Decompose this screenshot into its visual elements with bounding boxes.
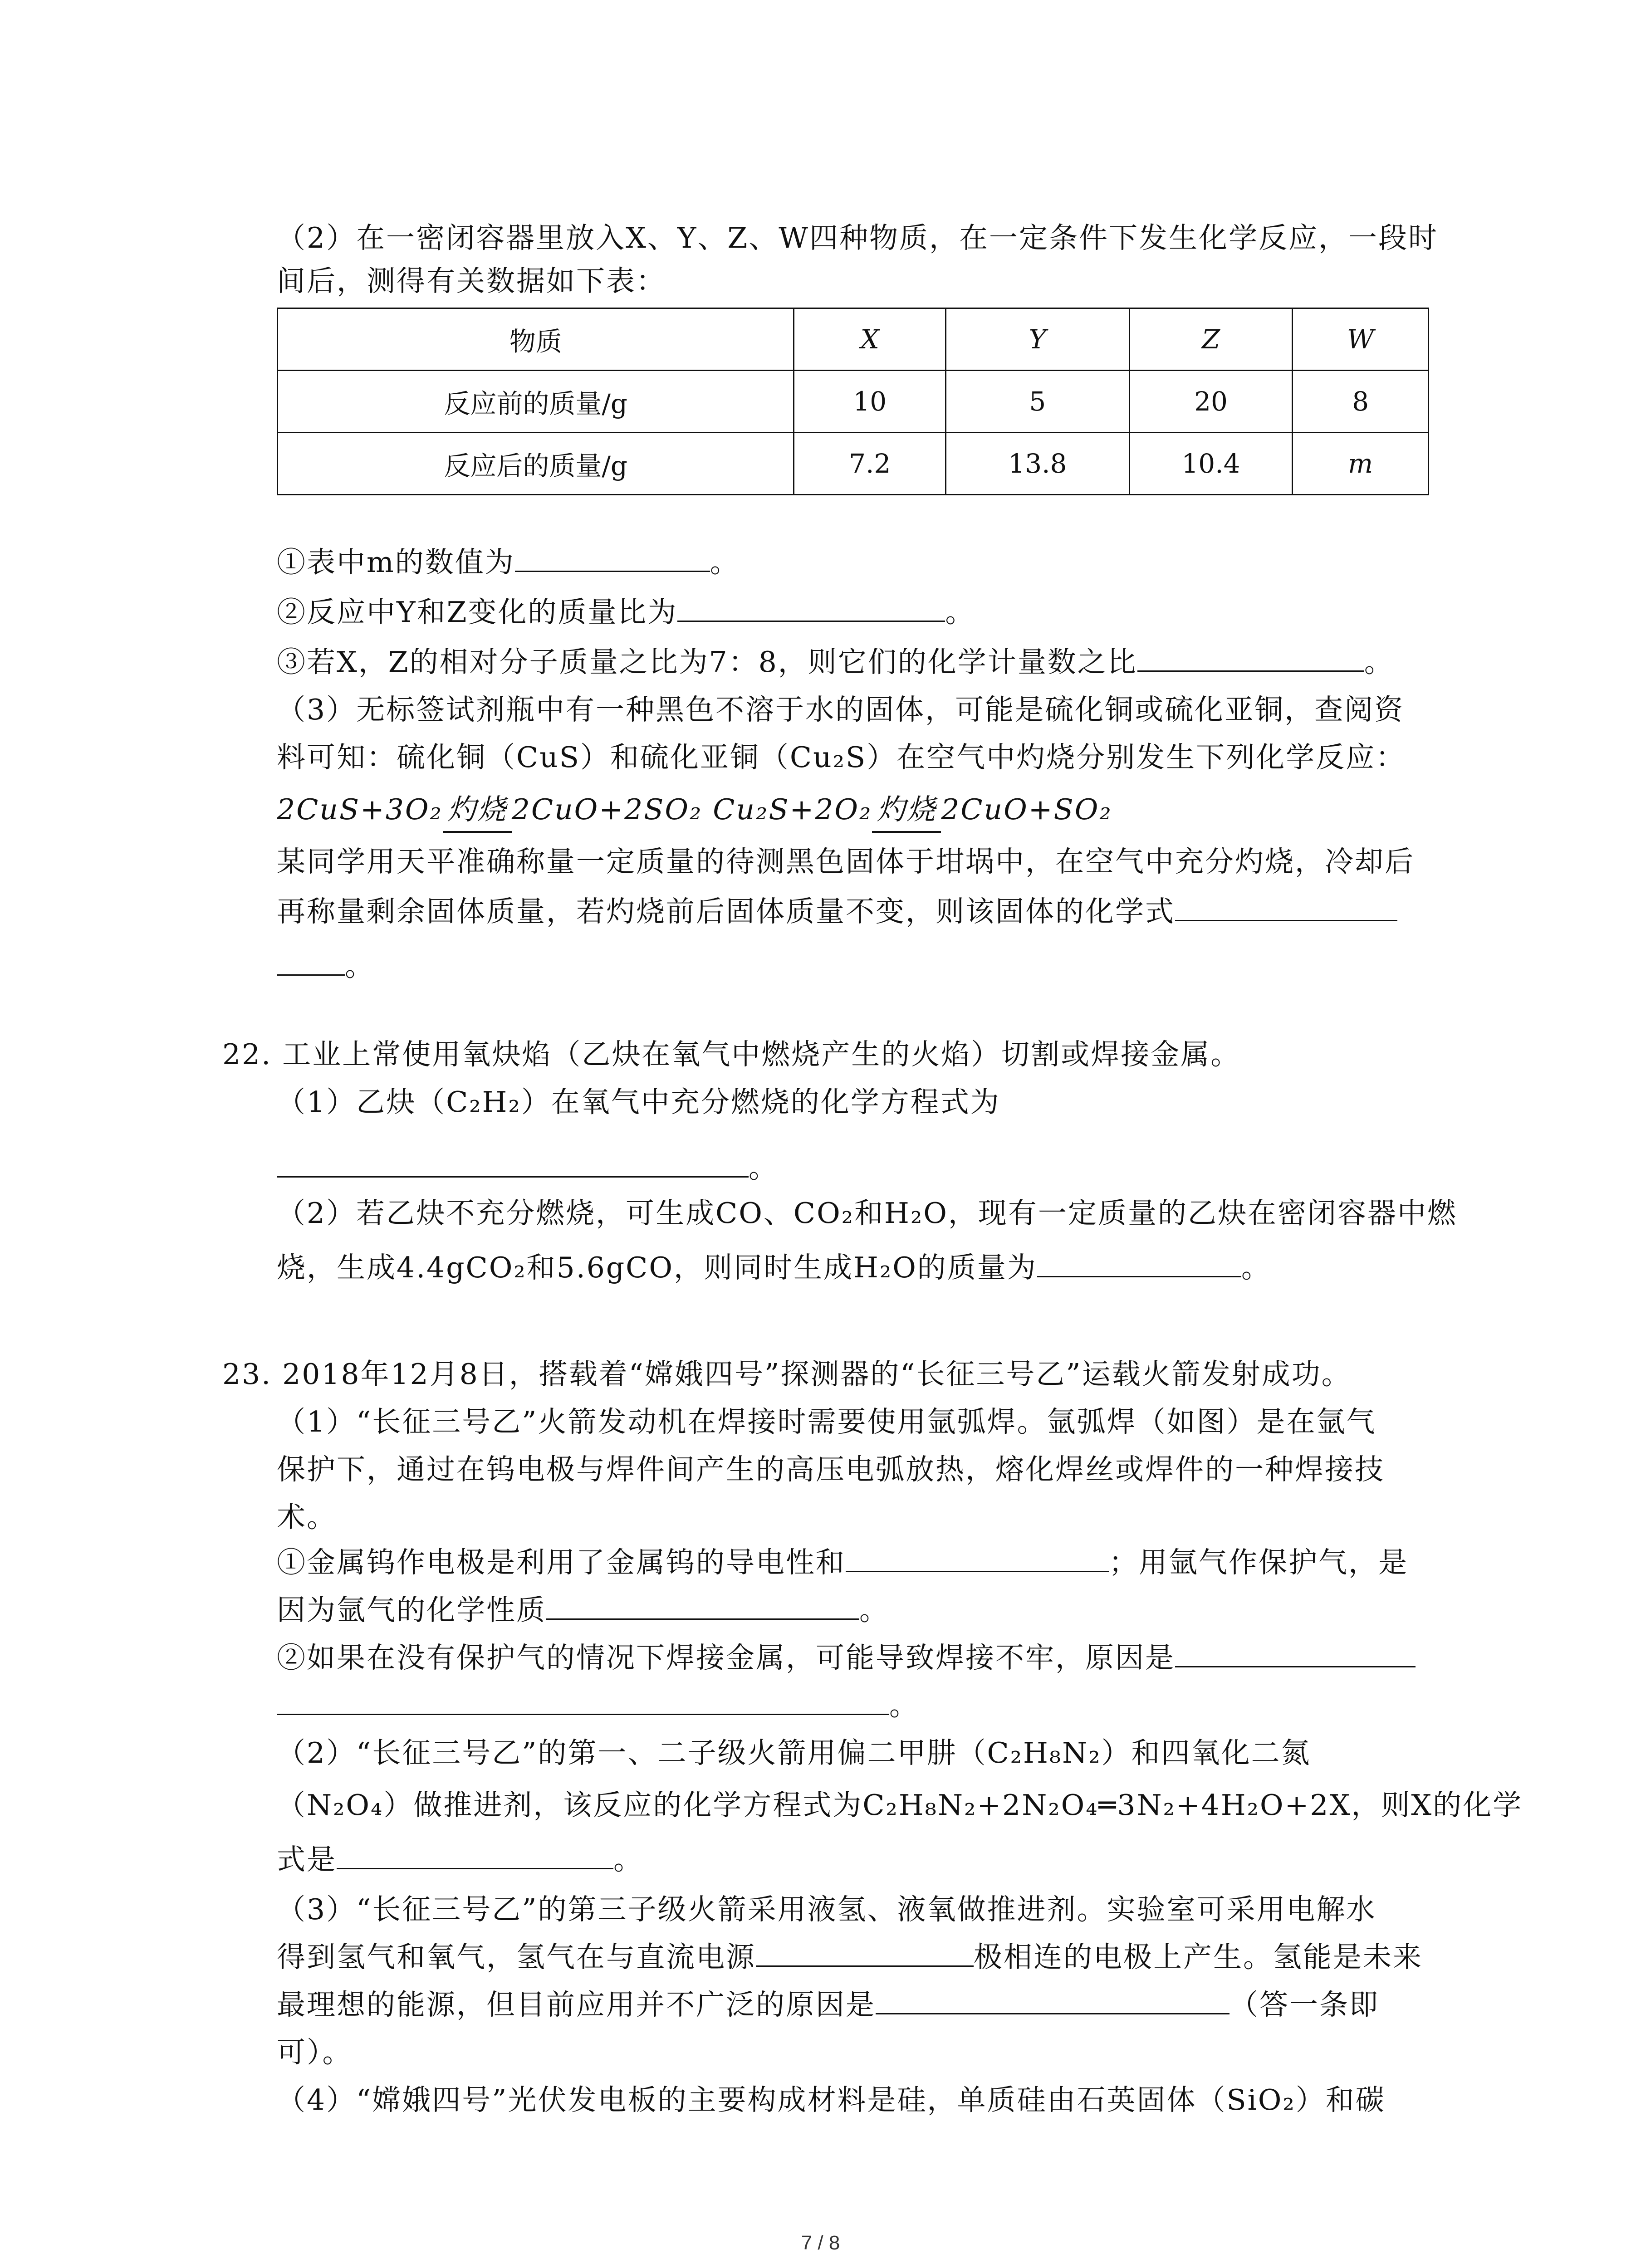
table-header-cell: Y xyxy=(946,308,1130,371)
answer-blank[interactable] xyxy=(756,1938,974,1967)
table-cell: 5 xyxy=(946,371,1130,433)
answer-blank[interactable] xyxy=(277,947,345,976)
q21-sub-a-text: ①表中m的数值为 xyxy=(277,546,515,579)
equation1-left: 2CuS+3O₂ xyxy=(277,793,443,826)
q21-sub-c xyxy=(277,642,1394,683)
q21-part3-line2: 料可知：硫化铜（CuS）和硫化亚铜（Cu₂S）在空气中灼烧分别发生下列化学反应： xyxy=(277,741,1406,774)
q23-part1b-text: ②如果在没有保护气的情况下焊接金属，可能导致焊接不牢，原因是 xyxy=(277,1641,1175,1674)
q22-part2-text: 烧，生成4.4gCO₂和5.6gCO，则同时生成H₂O的质量为 xyxy=(277,1251,1037,1284)
answer-blank[interactable] xyxy=(677,593,945,622)
q23-part3-line4: 可）。 xyxy=(277,2036,353,2069)
q21-sub-b-text: ②反应中Y和Z变化的质量比为 xyxy=(277,596,678,629)
q23-part3-line3 xyxy=(277,1984,1379,2025)
table-cell: 10.4 xyxy=(1129,433,1293,495)
table-row xyxy=(278,433,1429,495)
equation1-condition: 灼烧 xyxy=(443,789,512,830)
table-header-cell: Z xyxy=(1129,308,1293,371)
q23-stem: 23. 2018年12月8日，搭载着“嫦娥四号”探测器的“长征三号乙”运载火箭发射成功。 xyxy=(222,1358,1352,1391)
q22-part1-answer xyxy=(277,1148,779,1188)
q21-sub-c-end: 。 xyxy=(1364,645,1394,679)
answer-blank[interactable] xyxy=(277,1686,889,1715)
q23-part3-text1: 得到氢气和氧气，氢气在与直流电源 xyxy=(277,1941,756,1974)
q22-part2-line1: （2）若乙炔不充分燃烧，可生成CO、CO₂和H₂O，现有一定质量的乙炔在密闭容器中燃 xyxy=(277,1197,1457,1230)
q21-sub-b xyxy=(277,592,975,633)
answer-blank[interactable] xyxy=(1175,893,1397,921)
q21-part2-line2: 间后，测得有关数据如下表： xyxy=(277,264,666,298)
q23-part1-line3: 术。 xyxy=(277,1501,337,1534)
table-cell: 13.8 xyxy=(946,433,1130,495)
q23-part3-text4: （答一条即 xyxy=(1230,1988,1379,2021)
q23-part1-line2: 保护下，通过在钨电极与焊件间产生的高压电弧放热，熔化焊丝或焊件的一种焊接技 xyxy=(277,1453,1385,1486)
q23-part1a2-end: 。 xyxy=(859,1593,889,1627)
q23-part1a-line2 xyxy=(277,1590,889,1631)
q23-part1b-line1 xyxy=(277,1637,1416,1678)
answer-blank[interactable] xyxy=(876,1986,1230,2014)
answer-blank[interactable] xyxy=(846,1544,1109,1572)
q23-part2-end: 。 xyxy=(613,1843,643,1876)
q23-part3-line2 xyxy=(277,1937,1423,1978)
q21-part3-line4 xyxy=(277,891,1397,932)
table-cell: m xyxy=(1293,433,1429,495)
q21-part3-line4-text: 再称量剩余固体质量，若灼烧前后固体质量不变，则该固体的化学式 xyxy=(277,895,1175,928)
answer-blank[interactable] xyxy=(1037,1249,1241,1277)
table-cell: 反应前的质量/g xyxy=(278,371,794,433)
q23-part2-line1: （2）“长征三号乙”的第一、二子级火箭用偏二甲肼（C₂H₈N₂）和四氧化二氮 xyxy=(277,1736,1311,1769)
q22-stem: 22. 工业上常使用氧炔焰（乙炔在氧气中燃烧产生的火焰）切割或焊接金属。 xyxy=(222,1038,1241,1071)
q23-part3-text2: 极相连的电极上产生。氢能是未来 xyxy=(974,1941,1423,1974)
equation2-condition: 灼烧 xyxy=(872,789,941,830)
page-number: 7 / 8 xyxy=(801,2232,840,2254)
q22-part2-line2 xyxy=(277,1247,1271,1288)
answer-blank[interactable] xyxy=(546,1591,859,1620)
equation2-right: 2CuO+SO₂ xyxy=(941,793,1112,826)
q21-part3-end: 。 xyxy=(345,949,375,982)
q22-part1: （1）乙炔（C₂H₂）在氧气中充分燃烧的化学方程式为 xyxy=(277,1085,1000,1119)
table-cell: 8 xyxy=(1293,371,1429,433)
table-row xyxy=(278,371,1429,433)
mass-data-table xyxy=(277,308,1429,495)
q23-part2-line2: （N₂O₄）做推进剂，该反应的化学方程式为C₂H₈N₂+2N₂O₄═3N₂+4H₂O+2X，则X的化学 xyxy=(277,1789,1523,1822)
q22-part2-end: 。 xyxy=(1241,1251,1271,1284)
table-cell: 7.2 xyxy=(794,433,946,495)
equation2-left: Cu₂S+2O₂ xyxy=(713,793,872,826)
q23-part4-line1: （4）“嫦娥四号”光伏发电板的主要构成材料是硅，单质硅由石英固体（SiO₂）和碳 xyxy=(277,2083,1386,2116)
answer-blank[interactable] xyxy=(1137,643,1364,672)
q23-part1a-tail: ；用氩气作保护气，是 xyxy=(1109,1546,1408,1579)
q21-part3-line5 xyxy=(277,946,375,987)
table-header-cell: 物质 xyxy=(278,308,794,371)
q23-part3-line1: （3）“长征三号乙”的第三子级火箭采用液氢、液氧做推进剂。实验室可采用电解水 xyxy=(277,1893,1376,1926)
q21-sub-c-text: ③若X，Z的相对分子质量之比为7：8，则它们的化学计量数之比 xyxy=(277,645,1137,679)
q21-sub-a-end: 。 xyxy=(710,546,740,579)
table-header-cell: W xyxy=(1293,308,1429,371)
equation1-right: 2CuO+2SO₂ xyxy=(511,793,703,826)
table-header-row xyxy=(278,308,1429,371)
answer-blank[interactable] xyxy=(277,1149,749,1178)
answer-blank[interactable] xyxy=(337,1841,613,1869)
table-header-cell: X xyxy=(794,308,946,371)
answer-blank[interactable] xyxy=(1175,1639,1416,1667)
q21-sub-b-end: 。 xyxy=(945,596,975,629)
table-cell: 反应后的质量/g xyxy=(278,433,794,495)
q23-part1a-text: ①金属钨作电极是利用了金属钨的导电性和 xyxy=(277,1546,846,1579)
table-cell: 10 xyxy=(794,371,946,433)
table-cell: 20 xyxy=(1129,371,1293,433)
q23-part2-line3 xyxy=(277,1839,643,1880)
q23-part1-line1: （1）“长征三号乙”火箭发动机在焊接时需要使用氩弧焊。氩弧焊（如图）是在氩气 xyxy=(277,1405,1376,1438)
reaction-equations xyxy=(277,789,1112,830)
q21-sub-a xyxy=(277,542,740,583)
q23-part1a2-text: 因为氩气的化学性质 xyxy=(277,1593,546,1627)
q23-part1b-line2 xyxy=(277,1685,919,1726)
q22-part1-end: 。 xyxy=(749,1151,779,1184)
q23-part1a-line1 xyxy=(277,1542,1408,1583)
q23-part2-text: 式是 xyxy=(277,1843,337,1876)
q21-part2-line1: （2）在一密闭容器里放入X、Y、Z、W四种物质，在一定条件下发生化学反应，一段时 xyxy=(277,221,1439,254)
q23-part3-text3: 最理想的能源，但目前应用并不广泛的原因是 xyxy=(277,1988,876,2021)
q21-part3-line1: （3）无标签试剂瓶中有一种黑色不溶于水的固体，可能是硫化铜或硫化亚铜，查阅资 xyxy=(277,693,1405,726)
q21-part3-line3: 某同学用天平准确称量一定质量的待测黑色固体于坩埚中，在空气中充分灼烧，冷却后 xyxy=(277,845,1415,878)
answer-blank[interactable] xyxy=(515,543,710,572)
q23-part1b-end: 。 xyxy=(889,1689,919,1722)
